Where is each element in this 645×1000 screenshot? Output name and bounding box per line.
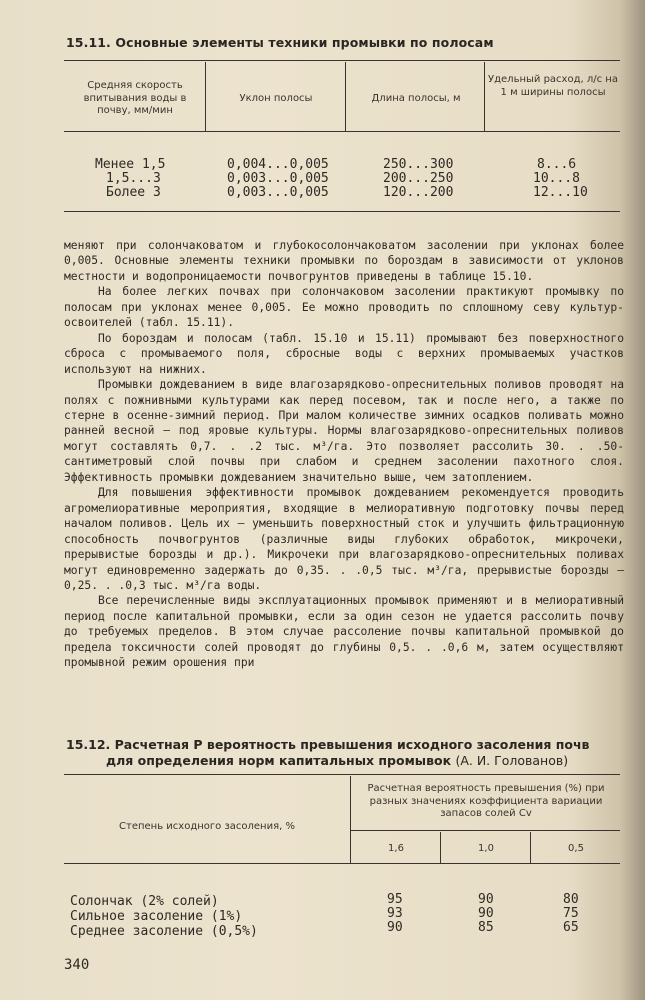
table2-cell: 65 — [563, 920, 579, 935]
paragraph: По бороздам и полосам (табл. 15.10 и 15.11) промывают без поверхностного сброса с промываемого поля, сбросные воды с верхних промываемых участков используют на нижних. — [64, 331, 624, 376]
table-header-rule — [64, 131, 620, 132]
title-line-2: для определения норм капитальных промывок — [106, 753, 452, 768]
column-divider — [440, 832, 441, 864]
subheader-cv: 0,5 — [568, 843, 584, 854]
table1-cell: 8...6 — [537, 157, 577, 172]
column-divider — [205, 62, 206, 132]
table-15-11-title: 15.11. Основные элементы техники промывки по полосам — [66, 35, 494, 50]
table2-cell: 90 — [478, 892, 494, 907]
table2-cell: 85 — [478, 920, 494, 935]
table2-cell: Среднее засоление (0,5%) — [70, 924, 258, 939]
table1-cell: 0,003...0,005 — [227, 171, 329, 186]
paragraph: Все перечисленные виды эксплуатационных промывок применяют и в мелиоративный период после капитальной промывки, если за один сезон не удается рассолить почву до требуемых пределов. В этом случае рассоление почвы капитальной промывкой до предела токсичности солей проводят до глубины 0,5. . .0,6 м, затем осуществляют промывной режим орошения при — [64, 594, 624, 670]
column-divider — [484, 62, 485, 132]
column-divider — [530, 832, 531, 864]
header-length: Длина полосы, м — [371, 93, 461, 104]
table1-cell: 0,004...0,005 — [227, 157, 329, 172]
table2-cell: 75 — [563, 906, 579, 921]
table-top-rule — [64, 60, 620, 61]
page-number: 340 — [64, 957, 90, 973]
table-header-rule — [64, 863, 620, 864]
column-divider — [345, 62, 346, 132]
title-author: (А. И. Голованов) — [455, 753, 569, 768]
header-absorption-speed: Средняя скорость впитывания воды в почву, мм/мин — [83, 80, 187, 116]
header-slope: Уклон полосы — [239, 93, 313, 104]
table1-cell: 250...300 — [383, 157, 454, 172]
paragraph: На более легких почвах при солончаковом засолении практикуют промывку по полосам при уклонах менее 0,005. Ее можно проводить по сплошному севу культур-освоителей (табл. 15.11). — [64, 285, 624, 330]
table2-cell: 90 — [387, 920, 403, 935]
table1-cell: 0,003...0,005 — [227, 185, 329, 200]
table-15-12-title — [66, 737, 626, 769]
header-probability-group: Расчетная вероятность превышения (%) при разных значениях коэффициента вариации запасов солей Cv — [367, 783, 605, 819]
table-bottom-rule — [64, 211, 620, 212]
table2-cell: 90 — [478, 906, 494, 921]
table1-cell: 120...200 — [383, 185, 454, 200]
header-specific-flow: Удельный расход, л/с на 1 м ширины полосы — [488, 74, 618, 98]
body-text — [64, 238, 624, 671]
subheader-cv: 1,0 — [478, 843, 494, 854]
table1-cell: Менее 1,5 — [95, 157, 166, 172]
paragraph: Промывки дождеванием в виде влагозарядково-опреснительных поливов проводят на полях с пожнивными культурами как перед посевом, так и после него, а также по стерне в осенне-зимний период. При малом количестве зимних осадков поливать можно ранней весной — под яровые культуры. Нормы влагозарядково-опреснительных поливов могут составлять 0,7. . .2 тыс. м³/га. Это позволяет рассолить 30. . .50-сантиметровый слой почвы при слабом и среднем засолении пахотного слоя. Эффективность промывки дождеванием значительно выше, чем затоплением. — [64, 378, 624, 484]
table1-cell: Более 3 — [106, 185, 161, 200]
subheader-cv: 1,6 — [388, 843, 404, 854]
table2-cell: 93 — [387, 906, 403, 921]
table2-cell: 80 — [563, 892, 579, 907]
table1-cell: 12...10 — [533, 185, 588, 200]
table2-cell: Солончак (2% солей) — [70, 894, 219, 909]
title-line-1: 15.12. Расчетная P вероятность превышения исходного засоления почв — [66, 737, 590, 752]
table2-cell: Сильное засоление (1%) — [70, 909, 243, 924]
table1-cell: 200...250 — [383, 171, 454, 186]
paragraph: меняют при солончаковатом и глубокосолончаковатом засолении при уклонах более 0,005. Основные элементы техники промывки по бороздам в зависимости от уклонов местности и водопроницаемости почвогрунтов приведены в таблице 15.10. — [64, 239, 624, 283]
paragraph: Для повышения эффективности промывок дождеванием рекомендуется проводить агромелиоративные мероприятия, входящие в мелиоративную подготовку почвы перед началом поливов. Цель их — уменьшить поверхностный сток и улучшить фильтрационную способность почвогрунтов (различные виды глубоких обработок, микрочеки, прерывистые борозды и др.). Микрочеки при влагозарядково-опреснительных поливах могут единовременно задержать до 0,35. . .0,5 тыс. м³/га, прерывистые борозды — 0,25. . .0,3 тыс. м³/га воды. — [64, 486, 624, 592]
subheader-rule — [350, 830, 620, 831]
table2-cell: 95 — [387, 892, 403, 907]
table1-cell: 1,5...3 — [106, 171, 161, 186]
column-divider — [350, 776, 351, 864]
table-top-rule — [64, 774, 620, 775]
table1-cell: 10...8 — [533, 171, 580, 186]
header-initial-salinity: Степень исходного засоления, % — [119, 821, 295, 832]
